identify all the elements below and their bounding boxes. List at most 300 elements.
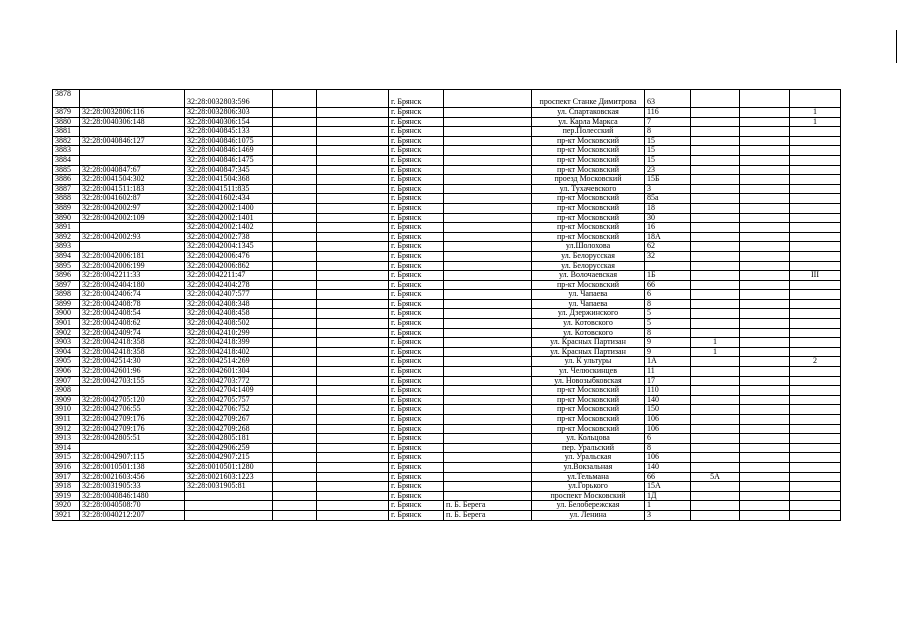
cell-land-cadastral-number: 32:28:0040846:1480 bbox=[80, 491, 185, 501]
cell-row-number: 3907 bbox=[53, 376, 80, 386]
cell-col-11 bbox=[740, 424, 790, 434]
cell-col-11 bbox=[740, 271, 790, 281]
table-row bbox=[53, 443, 841, 453]
cell-building-number bbox=[691, 213, 740, 223]
cell-house-number: 8 bbox=[645, 328, 691, 338]
cell-house-number: 15 bbox=[645, 136, 691, 146]
cell-row-number: 3898 bbox=[53, 290, 80, 300]
cell-city: г. Брянск bbox=[389, 309, 444, 319]
cell-house-number: 116 bbox=[645, 108, 691, 118]
cell-land-cadastral-number: 32:28:0041504:302 bbox=[80, 175, 185, 185]
cell-col-4 bbox=[273, 501, 317, 511]
cell-building-number bbox=[691, 491, 740, 501]
cell-col-5 bbox=[317, 184, 389, 194]
cell-row-number: 3889 bbox=[53, 203, 80, 213]
cell-col-11 bbox=[740, 443, 790, 453]
cell-col-5 bbox=[317, 386, 389, 396]
cell-col-11 bbox=[740, 127, 790, 137]
cell-land-cadastral-number: 32:28:0042002:93 bbox=[80, 232, 185, 242]
cell-building-cadastral-number: 32:28:0042709:268 bbox=[185, 424, 273, 434]
cell-col-11 bbox=[740, 90, 790, 108]
cell-land-cadastral-number: 32:28:0042706:55 bbox=[80, 405, 185, 415]
cell-house-number: 1А bbox=[645, 357, 691, 367]
cell-city: г. Брянск bbox=[389, 472, 444, 482]
cell-col-12 bbox=[790, 462, 841, 472]
cell-building-cadastral-number: 32:28:0042705:757 bbox=[185, 395, 273, 405]
cell-col-11 bbox=[740, 184, 790, 194]
cell-row-number: 3883 bbox=[53, 146, 80, 156]
cell-house-number: 1Б bbox=[645, 271, 691, 281]
cell-building-cadastral-number: 32:28:0032806:303 bbox=[185, 108, 273, 118]
cell-street: ул. Тухачевского bbox=[532, 184, 645, 194]
cell-land-cadastral-number bbox=[80, 127, 185, 137]
cell-col-12 bbox=[790, 424, 841, 434]
cell-settlement bbox=[444, 376, 532, 386]
cell-land-cadastral-number: 32:28:0042805:51 bbox=[80, 434, 185, 444]
cell-building-cadastral-number: 32:28:0041504:368 bbox=[185, 175, 273, 185]
cell-row-number: 3896 bbox=[53, 271, 80, 281]
cell-land-cadastral-number: 32:28:0040847:67 bbox=[80, 165, 185, 175]
cell-city: г. Брянск bbox=[389, 424, 444, 434]
cell-city: г. Брянск bbox=[389, 299, 444, 309]
cell-settlement bbox=[444, 395, 532, 405]
cell-building-number bbox=[691, 165, 740, 175]
table-row bbox=[53, 347, 841, 357]
cell-col-4 bbox=[273, 117, 317, 127]
cell-house-number: 15 bbox=[645, 155, 691, 165]
cell-settlement bbox=[444, 453, 532, 463]
cell-col-4 bbox=[273, 165, 317, 175]
cell-settlement bbox=[444, 434, 532, 444]
cell-street: пер.Полесский bbox=[532, 127, 645, 137]
table-row bbox=[53, 328, 841, 338]
cell-city: г. Брянск bbox=[389, 165, 444, 175]
cell-col-11 bbox=[740, 136, 790, 146]
cell-city: г. Брянск bbox=[389, 194, 444, 204]
scan-edge-line bbox=[896, 30, 897, 63]
cell-house-number: 106 bbox=[645, 424, 691, 434]
cell-col-11 bbox=[740, 347, 790, 357]
cell-col-5 bbox=[317, 261, 389, 271]
cell-col-11 bbox=[740, 482, 790, 492]
cell-house-number: 6 bbox=[645, 434, 691, 444]
cell-house-number: 23 bbox=[645, 165, 691, 175]
cell-street: пр-кт Московский bbox=[532, 223, 645, 233]
cell-building-number: 1 bbox=[691, 338, 740, 348]
cell-house-number: 140 bbox=[645, 462, 691, 472]
cell-col-4 bbox=[273, 443, 317, 453]
cell-col-4 bbox=[273, 367, 317, 377]
cell-col-4 bbox=[273, 175, 317, 185]
cell-row-number: 3906 bbox=[53, 367, 80, 377]
cell-settlement bbox=[444, 194, 532, 204]
cell-city: г. Брянск bbox=[389, 232, 444, 242]
cell-row-number: 3879 bbox=[53, 108, 80, 118]
cell-street: ул.Тельмана bbox=[532, 472, 645, 482]
cell-city: г. Брянск bbox=[389, 136, 444, 146]
cell-settlement bbox=[444, 271, 532, 281]
cell-row-number: 3900 bbox=[53, 309, 80, 319]
cell-building-number bbox=[691, 117, 740, 127]
cell-col-5 bbox=[317, 510, 389, 520]
table-row bbox=[53, 453, 841, 463]
cell-col-4 bbox=[273, 261, 317, 271]
cell-city: г. Брянск bbox=[389, 146, 444, 156]
cell-building-cadastral-number: 32:28:0042703:772 bbox=[185, 376, 273, 386]
address-register-table bbox=[52, 89, 841, 521]
cell-city: г. Брянск bbox=[389, 453, 444, 463]
cell-col-12 bbox=[790, 453, 841, 463]
cell-settlement bbox=[444, 482, 532, 492]
cell-row-number: 3904 bbox=[53, 347, 80, 357]
cell-col-5 bbox=[317, 127, 389, 137]
cell-land-cadastral-number: 32:28:0042709:176 bbox=[80, 415, 185, 425]
cell-building-cadastral-number: 32:28:0040846:1475 bbox=[185, 155, 273, 165]
cell-col-4 bbox=[273, 232, 317, 242]
cell-settlement: п. Б. Берега bbox=[444, 510, 532, 520]
cell-building-number bbox=[691, 395, 740, 405]
cell-col-12 bbox=[790, 299, 841, 309]
cell-col-11 bbox=[740, 261, 790, 271]
cell-col-5 bbox=[317, 367, 389, 377]
cell-col-11 bbox=[740, 510, 790, 520]
cell-col-4 bbox=[273, 309, 317, 319]
cell-street: ул. Спартаковская bbox=[532, 108, 645, 118]
cell-city: г. Брянск bbox=[389, 443, 444, 453]
cell-building-cadastral-number: 32:28:0041602:434 bbox=[185, 194, 273, 204]
cell-col-11 bbox=[740, 108, 790, 118]
cell-row-number: 3910 bbox=[53, 405, 80, 415]
cell-col-4 bbox=[273, 462, 317, 472]
cell-land-cadastral-number: 32:28:0042418:358 bbox=[80, 338, 185, 348]
table-row bbox=[53, 280, 841, 290]
cell-street: ул. Красных Партизан bbox=[532, 347, 645, 357]
cell-col-4 bbox=[273, 155, 317, 165]
cell-col-4 bbox=[273, 127, 317, 137]
table-row bbox=[53, 472, 841, 482]
cell-settlement bbox=[444, 155, 532, 165]
cell-house-number: 9 bbox=[645, 347, 691, 357]
cell-city: г. Брянск bbox=[389, 415, 444, 425]
cell-building-number: 1 bbox=[691, 347, 740, 357]
cell-building-cadastral-number: 32:28:0040306:154 bbox=[185, 117, 273, 127]
cell-building-cadastral-number: 32:28:0042706:752 bbox=[185, 405, 273, 415]
cell-col-12: 1 bbox=[790, 108, 841, 118]
cell-building-number bbox=[691, 462, 740, 472]
cell-building-cadastral-number: 32:28:0042704:1409 bbox=[185, 386, 273, 396]
table-row bbox=[53, 108, 841, 118]
cell-city: г. Брянск bbox=[389, 482, 444, 492]
cell-col-5 bbox=[317, 357, 389, 367]
cell-row-number: 3886 bbox=[53, 175, 80, 185]
cell-building-number bbox=[691, 482, 740, 492]
cell-settlement bbox=[444, 415, 532, 425]
cell-settlement bbox=[444, 491, 532, 501]
cell-building-cadastral-number: 32:28:0040847:345 bbox=[185, 165, 273, 175]
cell-col-11 bbox=[740, 232, 790, 242]
cell-col-12 bbox=[790, 482, 841, 492]
table-row bbox=[53, 184, 841, 194]
cell-settlement bbox=[444, 424, 532, 434]
cell-land-cadastral-number: 32:28:0042408:78 bbox=[80, 299, 185, 309]
cell-col-12 bbox=[790, 165, 841, 175]
cell-row-number: 3914 bbox=[53, 443, 80, 453]
cell-col-11 bbox=[740, 405, 790, 415]
cell-col-12 bbox=[790, 405, 841, 415]
cell-col-11 bbox=[740, 376, 790, 386]
cell-col-5 bbox=[317, 443, 389, 453]
cell-building-cadastral-number: 32:28:0042408:458 bbox=[185, 309, 273, 319]
cell-col-4 bbox=[273, 290, 317, 300]
cell-row-number: 3899 bbox=[53, 299, 80, 309]
cell-col-11 bbox=[740, 434, 790, 444]
cell-building-cadastral-number: 32:28:0042906:259 bbox=[185, 443, 273, 453]
cell-street: пр-кт Московский bbox=[532, 165, 645, 175]
table-row bbox=[53, 367, 841, 377]
cell-house-number: 1Д bbox=[645, 491, 691, 501]
cell-col-5 bbox=[317, 251, 389, 261]
cell-land-cadastral-number: 32:28:0031905:33 bbox=[80, 482, 185, 492]
cell-col-5 bbox=[317, 242, 389, 252]
cell-row-number: 3918 bbox=[53, 482, 80, 492]
cell-col-5 bbox=[317, 117, 389, 127]
cell-col-11 bbox=[740, 117, 790, 127]
cell-row-number: 3887 bbox=[53, 184, 80, 194]
table-row bbox=[53, 251, 841, 261]
cell-col-4 bbox=[273, 299, 317, 309]
cell-col-12 bbox=[790, 146, 841, 156]
cell-building-number bbox=[691, 453, 740, 463]
cell-col-11 bbox=[740, 357, 790, 367]
cell-row-number: 3903 bbox=[53, 338, 80, 348]
cell-street: ул.Горького bbox=[532, 482, 645, 492]
cell-col-11 bbox=[740, 386, 790, 396]
cell-col-4 bbox=[273, 482, 317, 492]
cell-settlement bbox=[444, 108, 532, 118]
cell-col-11 bbox=[740, 415, 790, 425]
cell-building-cadastral-number: 32:28:0042410:299 bbox=[185, 328, 273, 338]
cell-col-4 bbox=[273, 108, 317, 118]
cell-building-number bbox=[691, 155, 740, 165]
cell-settlement bbox=[444, 443, 532, 453]
cell-col-5 bbox=[317, 472, 389, 482]
cell-city: г. Брянск bbox=[389, 462, 444, 472]
cell-col-11 bbox=[740, 338, 790, 348]
cell-street: ул. Волочаевская bbox=[532, 271, 645, 281]
cell-settlement bbox=[444, 405, 532, 415]
cell-street: ул. Ленина bbox=[532, 510, 645, 520]
cell-building-cadastral-number: 32:28:0042407:577 bbox=[185, 290, 273, 300]
cell-col-12 bbox=[790, 367, 841, 377]
cell-city: г. Брянск bbox=[389, 251, 444, 261]
cell-house-number: 66 bbox=[645, 280, 691, 290]
cell-col-11 bbox=[740, 194, 790, 204]
cell-col-12 bbox=[790, 155, 841, 165]
cell-building-number bbox=[691, 290, 740, 300]
cell-building-cadastral-number: 32:28:0021603:1223 bbox=[185, 472, 273, 482]
cell-col-11 bbox=[740, 501, 790, 511]
cell-land-cadastral-number: 32:28:0042211:33 bbox=[80, 271, 185, 281]
cell-col-5 bbox=[317, 424, 389, 434]
cell-street: пр-кт Московский bbox=[532, 280, 645, 290]
cell-col-11 bbox=[740, 395, 790, 405]
cell-settlement bbox=[444, 251, 532, 261]
cell-col-11 bbox=[740, 472, 790, 482]
cell-col-4 bbox=[273, 136, 317, 146]
cell-street: ул. К ультуры bbox=[532, 357, 645, 367]
table-row bbox=[53, 194, 841, 204]
cell-col-12 bbox=[790, 415, 841, 425]
cell-city: г. Брянск bbox=[389, 405, 444, 415]
cell-col-5 bbox=[317, 338, 389, 348]
cell-col-4 bbox=[273, 415, 317, 425]
cell-land-cadastral-number bbox=[80, 386, 185, 396]
cell-row-number: 3891 bbox=[53, 223, 80, 233]
cell-col-5 bbox=[317, 271, 389, 281]
cell-building-cadastral-number: 32:28:0042418:399 bbox=[185, 338, 273, 348]
cell-row-number: 3913 bbox=[53, 434, 80, 444]
cell-col-5 bbox=[317, 146, 389, 156]
cell-building-cadastral-number: 32:28:0040845:133 bbox=[185, 127, 273, 137]
cell-building-cadastral-number: 32:28:0041511:835 bbox=[185, 184, 273, 194]
cell-settlement bbox=[444, 203, 532, 213]
cell-land-cadastral-number bbox=[80, 242, 185, 252]
table-row bbox=[53, 165, 841, 175]
cell-building-cadastral-number: 32:28:0042006:476 bbox=[185, 251, 273, 261]
cell-col-4 bbox=[273, 510, 317, 520]
table-row bbox=[53, 203, 841, 213]
table-row bbox=[53, 155, 841, 165]
cell-col-12 bbox=[790, 309, 841, 319]
cell-col-4 bbox=[273, 347, 317, 357]
cell-land-cadastral-number bbox=[80, 146, 185, 156]
cell-col-12 bbox=[790, 280, 841, 290]
cell-col-4 bbox=[273, 194, 317, 204]
cell-land-cadastral-number: 32:28:0042601:96 bbox=[80, 367, 185, 377]
cell-row-number: 3893 bbox=[53, 242, 80, 252]
cell-settlement bbox=[444, 280, 532, 290]
cell-row-number: 3882 bbox=[53, 136, 80, 146]
cell-city: г. Брянск bbox=[389, 376, 444, 386]
cell-house-number: 16 bbox=[645, 223, 691, 233]
cell-land-cadastral-number: 32:28:0010501:138 bbox=[80, 462, 185, 472]
cell-building-cadastral-number: 32:28:0042002:1400 bbox=[185, 203, 273, 213]
cell-land-cadastral-number: 32:28:0032806:116 bbox=[80, 108, 185, 118]
cell-col-5 bbox=[317, 155, 389, 165]
cell-house-number: 18 bbox=[645, 203, 691, 213]
cell-street: пр-кт Московский bbox=[532, 136, 645, 146]
cell-land-cadastral-number: 32:28:0042709:176 bbox=[80, 424, 185, 434]
cell-house-number: 7 bbox=[645, 117, 691, 127]
cell-col-5 bbox=[317, 491, 389, 501]
cell-city: г. Брянск bbox=[389, 155, 444, 165]
cell-settlement bbox=[444, 165, 532, 175]
cell-street: ул. Кольцова bbox=[532, 434, 645, 444]
cell-building-number bbox=[691, 443, 740, 453]
cell-house-number: 3 bbox=[645, 510, 691, 520]
cell-row-number: 3884 bbox=[53, 155, 80, 165]
cell-col-11 bbox=[740, 146, 790, 156]
cell-street: пр-кт Московский bbox=[532, 405, 645, 415]
cell-row-number: 3909 bbox=[53, 395, 80, 405]
cell-col-5 bbox=[317, 223, 389, 233]
cell-col-5 bbox=[317, 175, 389, 185]
cell-building-cadastral-number: 32:28:0042408:502 bbox=[185, 319, 273, 329]
cell-col-11 bbox=[740, 165, 790, 175]
cell-street: проспект Станке Димитрова bbox=[532, 90, 645, 108]
cell-row-number: 3895 bbox=[53, 261, 80, 271]
table-row bbox=[53, 405, 841, 415]
cell-house-number: 8 bbox=[645, 127, 691, 137]
cell-col-12 bbox=[790, 290, 841, 300]
cell-col-5 bbox=[317, 462, 389, 472]
cell-building-number bbox=[691, 280, 740, 290]
cell-city: г. Брянск bbox=[389, 501, 444, 511]
table-row bbox=[53, 357, 841, 367]
cell-building-number bbox=[691, 203, 740, 213]
cell-street: ул. Дзержинского bbox=[532, 309, 645, 319]
cell-house-number bbox=[645, 261, 691, 271]
cell-street: ул. Котовского bbox=[532, 319, 645, 329]
cell-city: г. Брянск bbox=[389, 223, 444, 233]
cell-city: г. Брянск bbox=[389, 319, 444, 329]
cell-col-11 bbox=[740, 462, 790, 472]
cell-street: пр-кт Московский bbox=[532, 194, 645, 204]
cell-house-number: 32 bbox=[645, 251, 691, 261]
cell-building-cadastral-number: 32:28:0042002:1401 bbox=[185, 213, 273, 223]
cell-land-cadastral-number: 32:28:0042002:97 bbox=[80, 203, 185, 213]
cell-col-12 bbox=[790, 501, 841, 511]
cell-street: ул. Новозыбковская bbox=[532, 376, 645, 386]
cell-row-number: 3919 bbox=[53, 491, 80, 501]
cell-col-12: 2 bbox=[790, 357, 841, 367]
table-row bbox=[53, 415, 841, 425]
cell-settlement bbox=[444, 299, 532, 309]
cell-row-number: 3897 bbox=[53, 280, 80, 290]
cell-col-4 bbox=[273, 271, 317, 281]
cell-building-cadastral-number: 32:28:0042408:348 bbox=[185, 299, 273, 309]
cell-col-11 bbox=[740, 213, 790, 223]
cell-col-12 bbox=[790, 319, 841, 329]
cell-house-number: 15 bbox=[645, 146, 691, 156]
cell-col-11 bbox=[740, 175, 790, 185]
cell-settlement bbox=[444, 127, 532, 137]
cell-building-cadastral-number: 32:28:0010501:1280 bbox=[185, 462, 273, 472]
cell-building-number bbox=[691, 232, 740, 242]
cell-settlement bbox=[444, 232, 532, 242]
cell-col-12 bbox=[790, 376, 841, 386]
cell-land-cadastral-number bbox=[80, 443, 185, 453]
cell-row-number: 3921 bbox=[53, 510, 80, 520]
cell-settlement bbox=[444, 242, 532, 252]
cell-building-cadastral-number: 32:28:0042514:269 bbox=[185, 357, 273, 367]
cell-city: г. Брянск bbox=[389, 491, 444, 501]
cell-land-cadastral-number: 32:28:0040212:207 bbox=[80, 510, 185, 520]
cell-col-5 bbox=[317, 376, 389, 386]
cell-building-number bbox=[691, 146, 740, 156]
cell-col-11 bbox=[740, 242, 790, 252]
cell-col-11 bbox=[740, 453, 790, 463]
cell-building-cadastral-number bbox=[185, 491, 273, 501]
cell-building-number bbox=[691, 434, 740, 444]
cell-land-cadastral-number: 32:28:0040306:148 bbox=[80, 117, 185, 127]
cell-col-5 bbox=[317, 299, 389, 309]
cell-row-number: 3911 bbox=[53, 415, 80, 425]
cell-building-cadastral-number: 32:28:0042601:304 bbox=[185, 367, 273, 377]
table-row bbox=[53, 424, 841, 434]
cell-street: пер. Уральский bbox=[532, 443, 645, 453]
cell-row-number: 3902 bbox=[53, 328, 80, 338]
